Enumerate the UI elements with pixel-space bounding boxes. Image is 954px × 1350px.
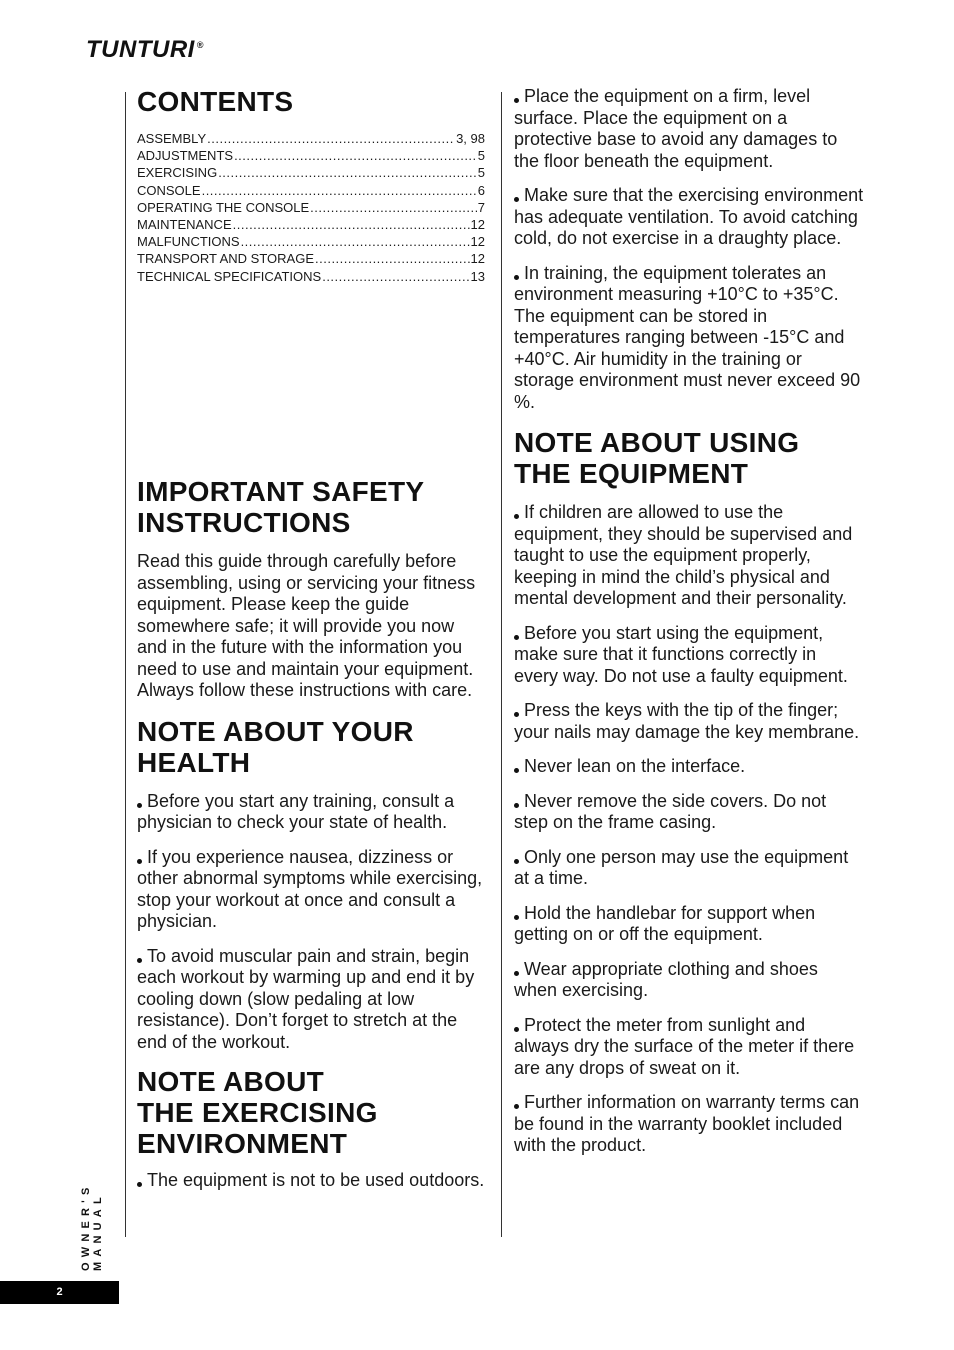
environment-bullet: In training, the equipment tolerates an environment measuring +10°C to +35°C. The equipment can be stored in temperatures ranging between -15°C and +40°C. Air humidity in the training or storage environment must never exceed 90 %. [514,263,864,414]
environment-bullet: Make sure that the exercising environment has adequate ventilation. To avoid catching cold, do not exercise in a draughty place. [514,185,864,248]
toc-entry[interactable] [137,216,485,233]
environment-bullet: Place the equipment on a firm, level surface. Place the equipment on a protective base to avoid any damages to the floor beneath the equipment. [514,86,864,172]
toc-page: 3, 98 [456,131,485,146]
toc-label: CONSOLE [137,182,201,198]
using-bullets [514,502,864,1157]
toc-page: 5 [477,148,485,164]
toc-entry[interactable] [137,268,485,285]
using-bullet: Before you start using the equipment, make sure that it functions correctly in every way. Do not use a faulty equipment. [514,623,864,688]
toc-entry[interactable] [137,233,485,250]
toc-entry[interactable] [137,164,485,181]
toc-page: 5 [477,165,485,181]
left-column [137,86,489,1190]
health-bullets [137,791,487,1054]
toc-page: 13 [470,268,485,284]
using-bullet: If children are allowed to use the equipment, they should be supervised and taught to use the equipment properly, keeping in mind the child’s physical and mental development and their personality. [514,502,864,610]
using-bullet: Never lean on the interface. [514,756,864,778]
health-bullet: Before you start any training, consult a physician to check your state of health. [137,791,487,834]
brand-logo [86,36,204,64]
using-title: NOTE ABOUT USING THE EQUIPMENT [514,427,800,489]
toc-page: 7 [477,199,485,215]
using-bullet: Hold the handlebar for support when getting on or off the equipment. [514,903,864,946]
environment-bullet: The equipment is not to be used outdoors. [137,1170,487,1192]
toc-label: OPERATING THE CONSOLE [137,199,310,215]
toc-label: MAINTENANCE [137,217,232,233]
safety-body: Read this guide through carefully before assembling, using or servicing your fitness equipment. Please keep the guide somewhere safe; it will provide you now and in the future with the information you need to use and maintain your equipment. Always follow these instructions with care. [137,551,476,700]
toc-page: 6 [477,182,485,198]
environment-bullets-left [137,1170,487,1192]
right-column [514,86,864,1170]
brand-name: TUNTURI [86,36,195,63]
toc-entry[interactable] [137,199,485,216]
toc-page: 12 [470,234,485,250]
using-bullet: Press the keys with the tip of the finger; your nails may damage the key membrane. [514,700,864,743]
page-number: 2 [0,1281,119,1304]
toc-entry[interactable] [137,147,485,164]
using-bullet: Only one person may use the equipment at a time. [514,847,864,890]
using-bullet: Further information on warranty terms can be found in the warranty booklet included with the product. [514,1092,864,1157]
toc-label: TECHNICAL SPECIFICATIONS [137,268,322,284]
toc-entry[interactable] [137,250,485,267]
right-column-rule [501,92,502,1237]
registered-mark: ® [196,40,204,50]
owners-manual-label: OWNER'S MANUAL [80,1182,104,1271]
left-column-rule [125,92,126,1237]
toc-label: ADJUSTMENTS [137,148,234,164]
using-bullet: Never remove the side covers. Do not step on the frame casing. [514,791,864,834]
toc-label: MALFUNCTIONS [137,234,240,250]
safety-section [137,476,487,1205]
environment-title: NOTE ABOUT THE EXERCISING ENVIRONMENT [137,1066,378,1159]
toc-label: TRANSPORT AND STORAGE [137,251,314,267]
toc-entry[interactable] [137,130,485,147]
toc-page: 12 [470,251,485,267]
health-title: NOTE ABOUT YOUR HEALTH [137,715,414,778]
using-bullet: Protect the meter from sunlight and always dry the surface of the meter if there are any drops of sweat on it. [514,1015,864,1080]
toc-label: ASSEMBLY [137,131,207,146]
health-bullet: If you experience nausea, dizziness or other abnormal symptoms while exercising, stop your workout at once and consult a physician. [137,847,487,933]
toc-entry[interactable] [137,182,485,199]
toc-label: EXERCISING [137,165,218,181]
contents-title: CONTENTS [137,86,294,117]
safety-title: IMPORTANT SAFETY INSTRUCTIONS [137,476,425,538]
health-bullet: To avoid muscular pain and strain, begin each workout by warming up and end it by cooling down (slow pedaling at low resistance). Don’t forget to stretch at the end of the workout. [137,946,487,1054]
toc-page: 12 [470,217,485,233]
using-bullet: Wear appropriate clothing and shoes when exercising. [514,959,864,1002]
table-of-contents [137,130,489,285]
